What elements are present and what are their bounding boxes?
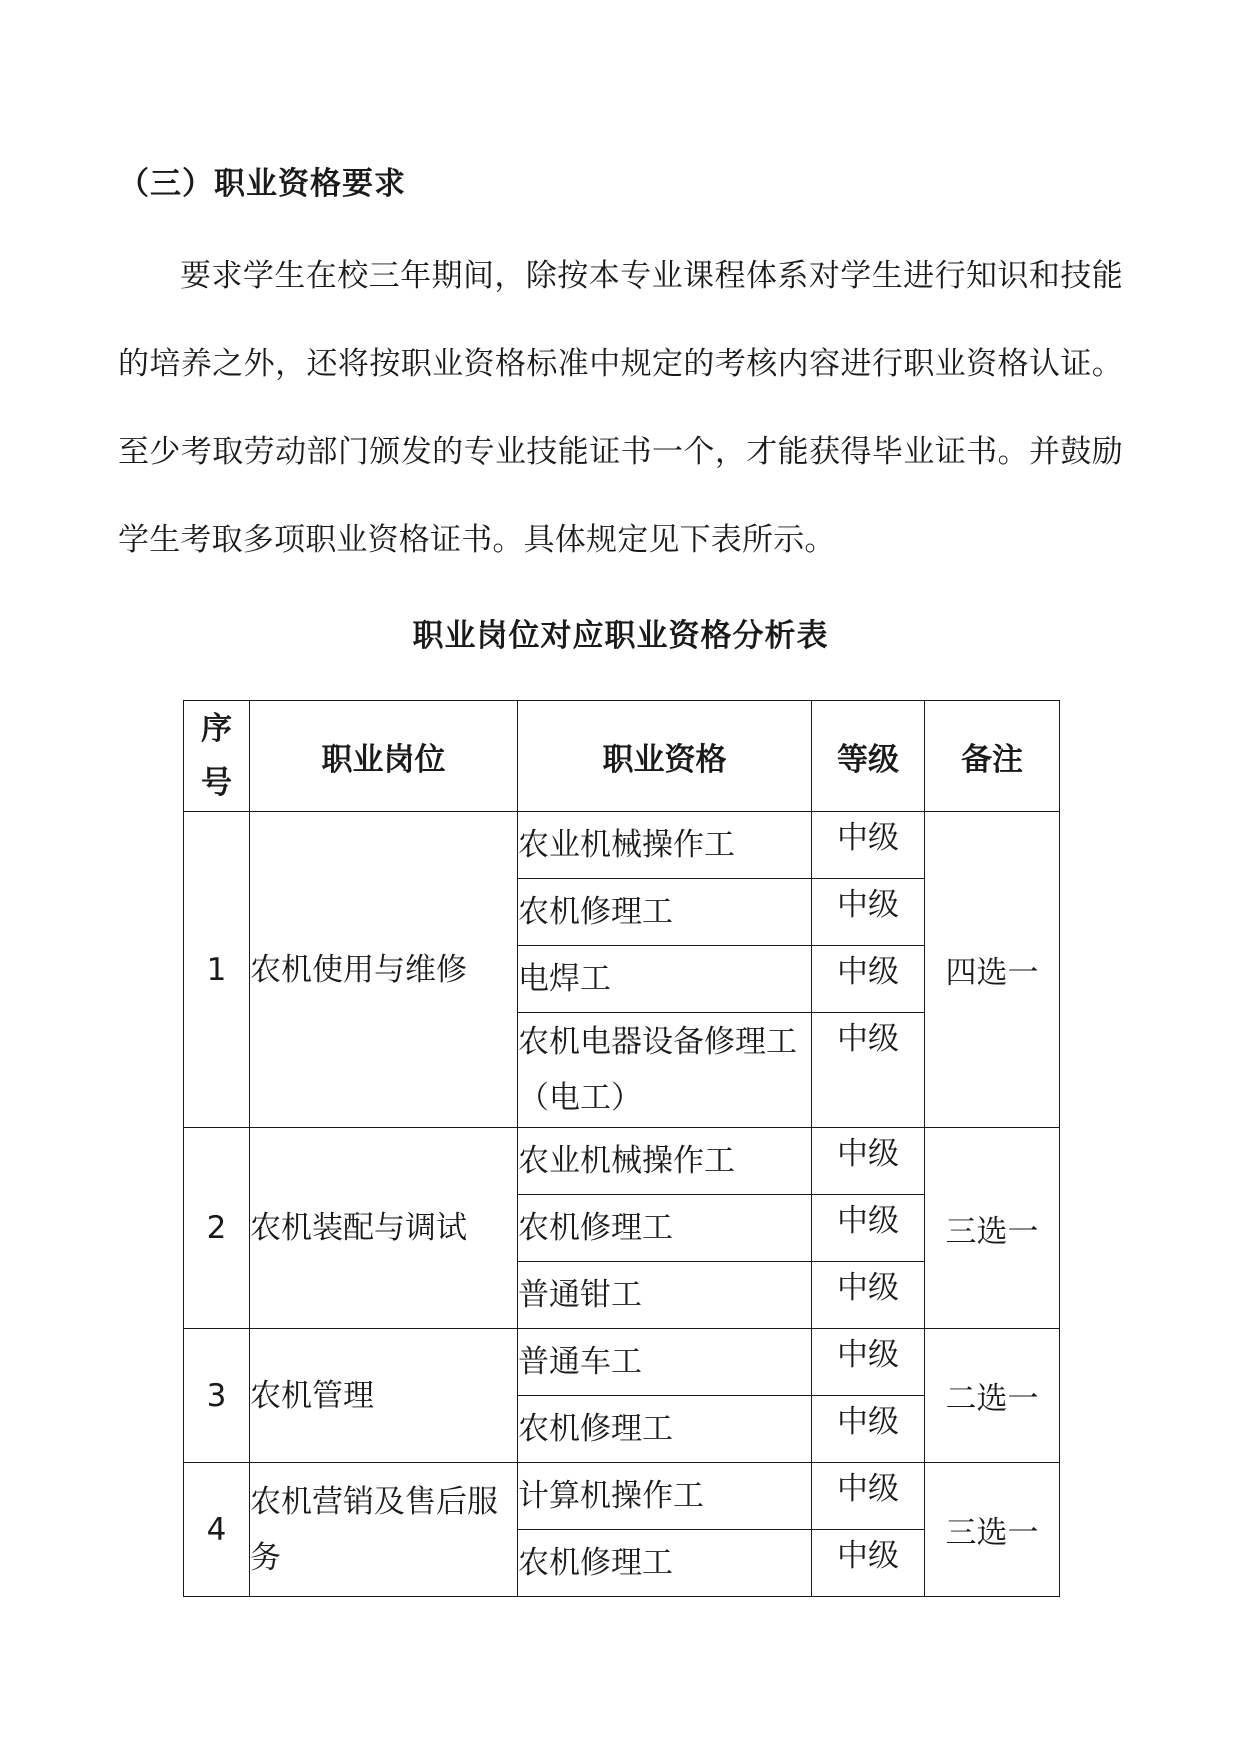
job-cell: 农机营销及售后服务: [250, 1463, 518, 1597]
header-level: 等级: [812, 701, 925, 812]
table-header-row: [184, 701, 1060, 812]
qualification-cell: 农机修理工: [518, 1396, 812, 1463]
header-job: 职业岗位: [250, 701, 518, 812]
header-seq: [184, 701, 250, 812]
job-cell: 农机管理: [250, 1329, 518, 1463]
note-cell: 三选一: [925, 1128, 1060, 1329]
level-cell: 中级: [812, 812, 925, 879]
qualification-cell: 电焊工: [518, 946, 812, 1013]
note-cell: 四选一: [925, 812, 1060, 1128]
qualification-cell: 农业机械操作工: [518, 812, 812, 879]
table-title: 职业岗位对应职业资格分析表: [412, 618, 829, 654]
seq-cell: 3: [184, 1329, 250, 1463]
qualification-cell: 农业机械操作工: [518, 1128, 812, 1195]
seq-cell: 4: [184, 1463, 250, 1597]
level-cell: 中级: [812, 1329, 925, 1396]
qualification-cell: 农机修理工: [518, 879, 812, 946]
header-seq-line1: 序: [201, 711, 232, 747]
qualification-cell: 农机修理工: [518, 1195, 812, 1262]
job-cell: 农机装配与调试: [250, 1128, 518, 1329]
seq-cell: 2: [184, 1128, 250, 1329]
table-row: [184, 812, 1060, 879]
level-cell: 中级: [812, 1195, 925, 1262]
header-note: 备注: [925, 701, 1060, 812]
level-cell: 中级: [812, 1530, 925, 1597]
note-cell: 二选一: [925, 1329, 1060, 1463]
level-cell: 中级: [812, 1463, 925, 1530]
header-seq-line2: 号: [201, 765, 232, 801]
header-qualification: 职业资格: [518, 701, 812, 812]
qualification-cell: 农机修理工: [518, 1530, 812, 1597]
level-cell: 中级: [812, 1128, 925, 1195]
level-cell: 中级: [812, 1262, 925, 1329]
qualification-cell: 普通车工: [518, 1329, 812, 1396]
table-row: [184, 1463, 1060, 1530]
seq-cell: 1: [184, 812, 250, 1128]
table-row: [184, 1128, 1060, 1195]
qualification-cell: 计算机操作工: [518, 1463, 812, 1530]
body-paragraph: 要求学生在校三年期间，除按本专业课程体系对学生进行知识和技能的培养之外，还将按职业资格标准中规定的考核内容进行职业资格认证。至少考取劳动部门颁发的专业技能证书一个，才能获得毕业证书。并鼓励学生考取多项职业资格证书。具体规定见下表所示。: [118, 258, 1123, 558]
level-cell: 中级: [812, 1396, 925, 1463]
qualification-cell: 普通钳工: [518, 1262, 812, 1329]
level-cell: 中级: [812, 1013, 925, 1128]
level-cell: 中级: [812, 946, 925, 1013]
table-row: [184, 1329, 1060, 1396]
job-cell: 农机使用与维修: [250, 812, 518, 1128]
note-cell: 三选一: [925, 1463, 1060, 1597]
qualification-cell: 农机电器设备修理工（电工）: [518, 1013, 812, 1128]
level-cell: 中级: [812, 879, 925, 946]
qualification-table: [183, 700, 1060, 1597]
section-heading: （三）职业资格要求: [118, 166, 406, 202]
